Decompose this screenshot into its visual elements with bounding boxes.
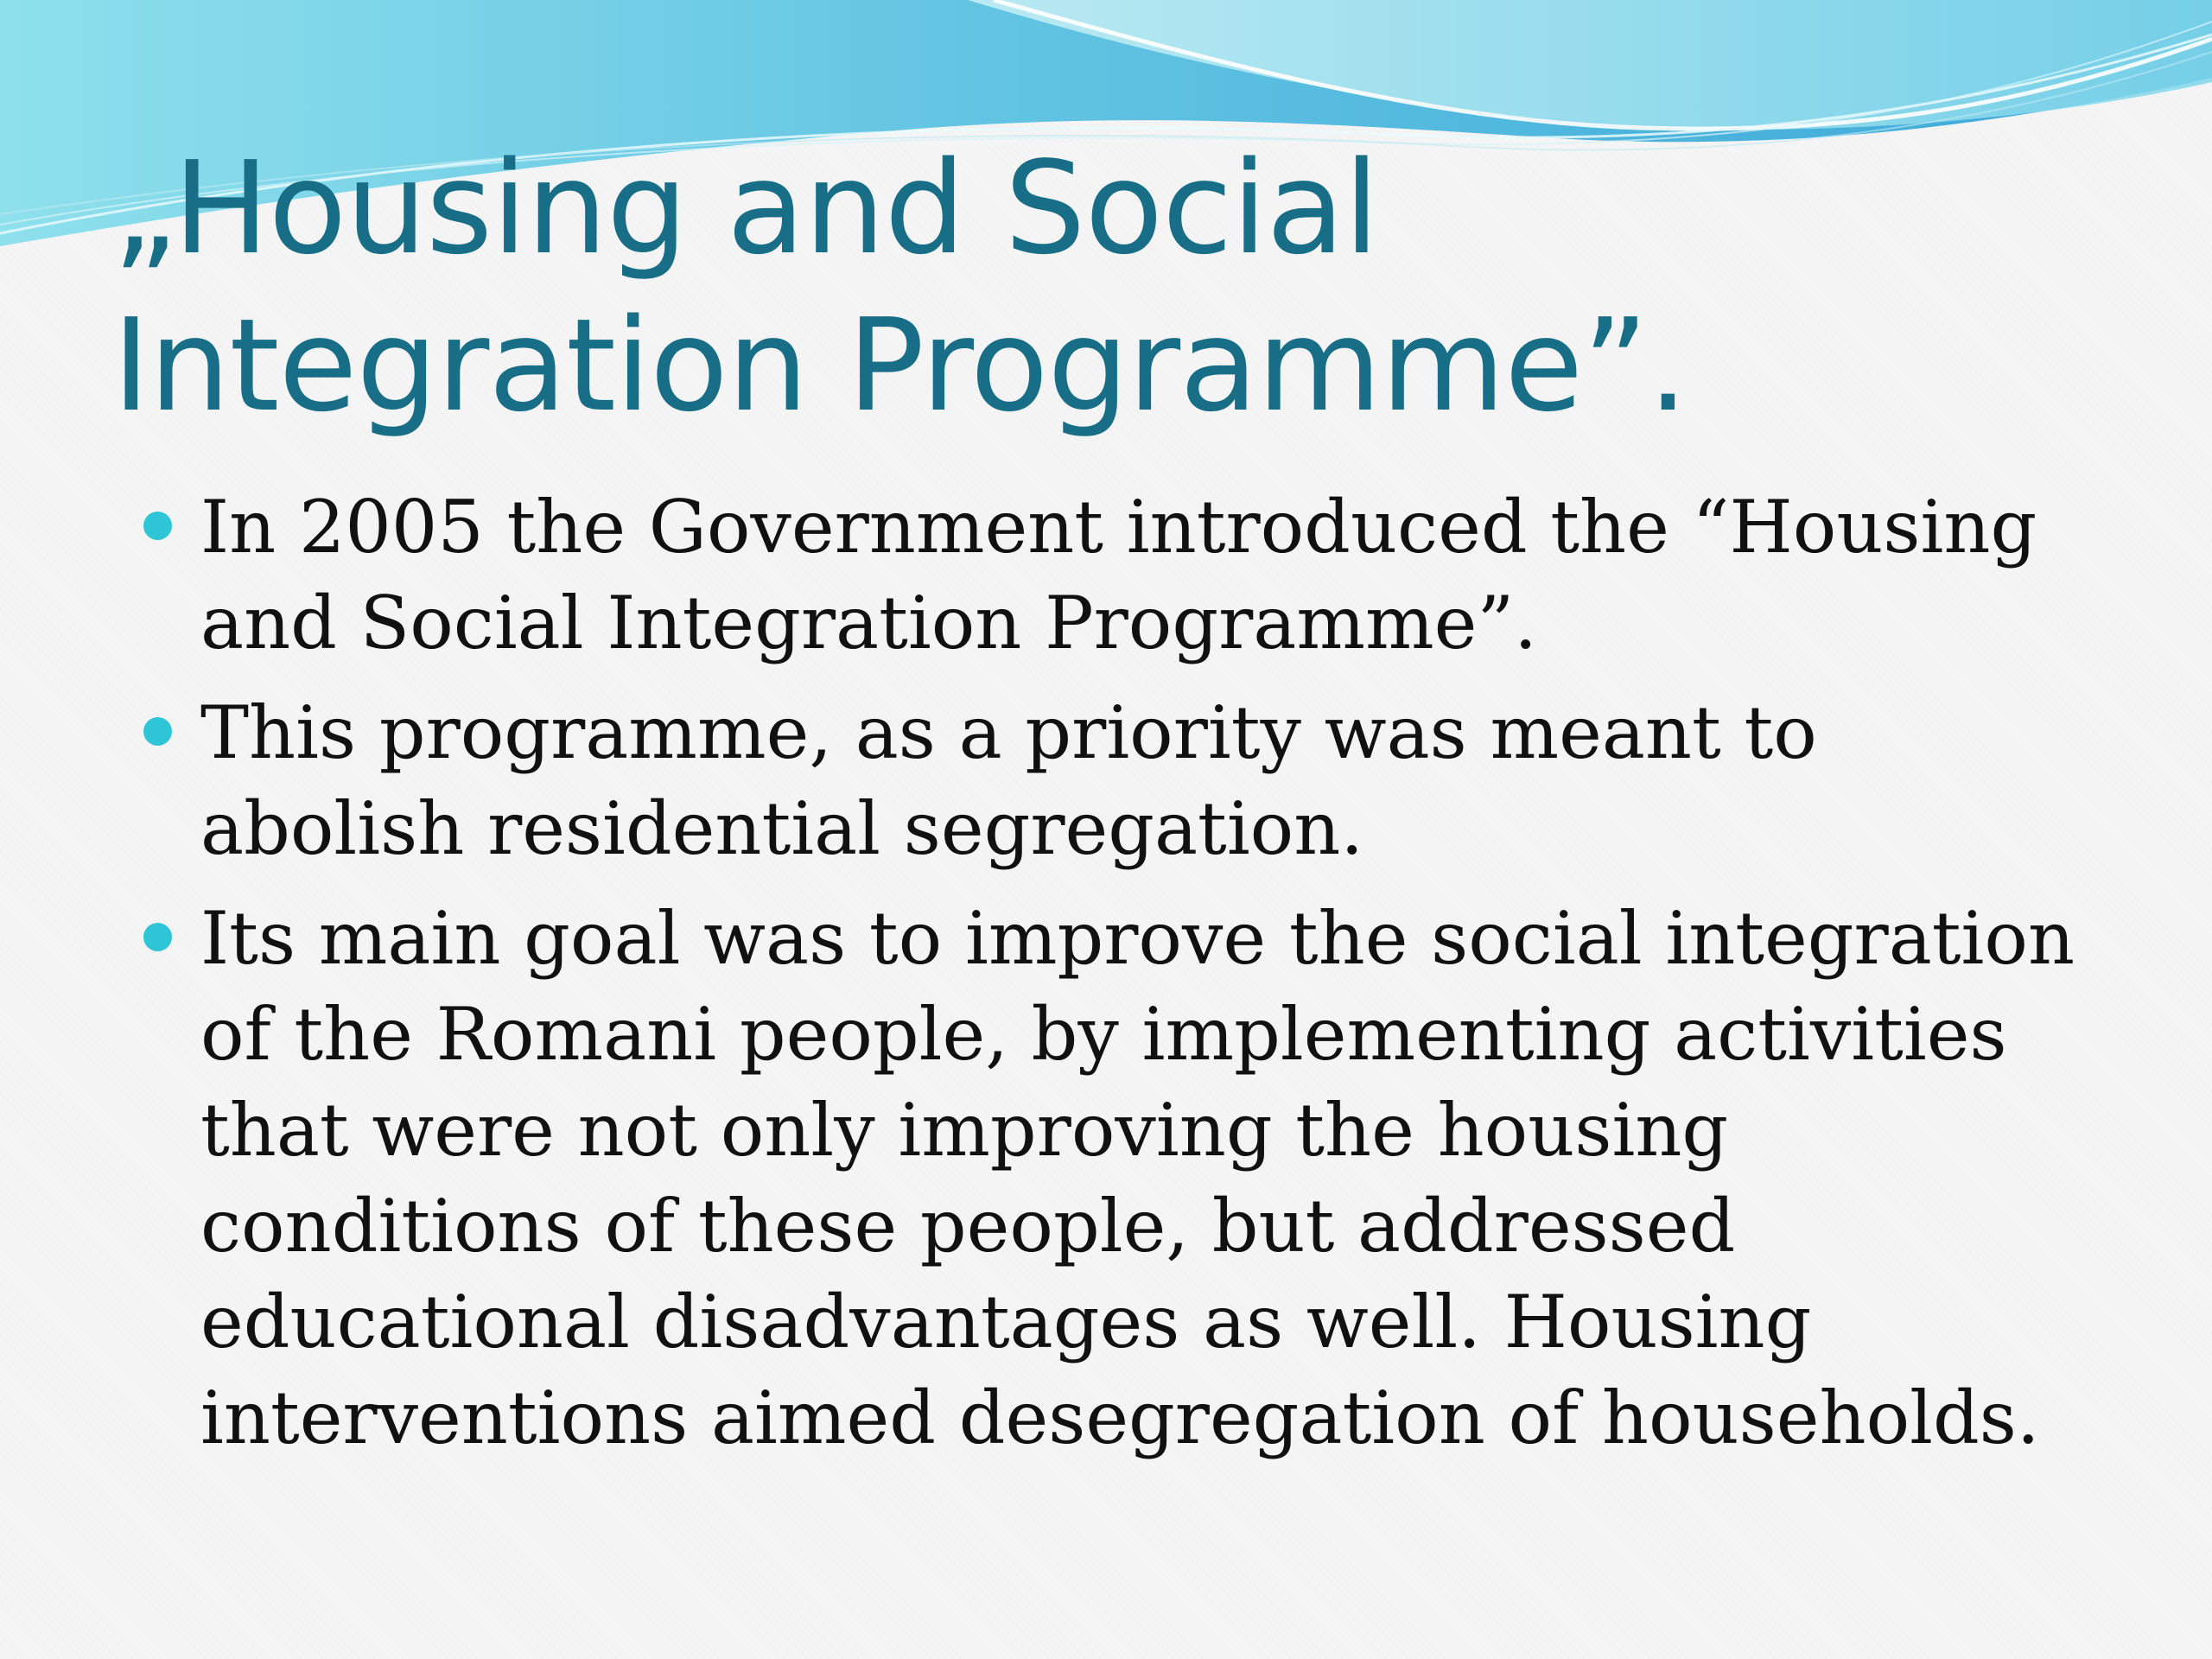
bullet-text: This programme, as a priority was meant to abolish residential segregation. — [200, 690, 1817, 871]
bullet-text: Its main goal was to improve the social integration of the Romani people, by implementing activities that were not only improving the housing conditions of these people, but addressed educational disadvantages as well. Housing interventions aimed desegregation of households. — [200, 896, 2075, 1460]
slide-title: „Housing and Social Integration Programme”. — [112, 134, 1688, 440]
bullet-item — [0, 891, 2101, 1466]
bullet-list — [0, 480, 2212, 1480]
bullet-item — [0, 480, 2101, 671]
bullet-text: In 2005 the Government introduced the “Housing and Social Integration Programme”. — [200, 485, 2037, 665]
bullet-dot-icon — [143, 717, 172, 746]
bullet-dot-icon — [143, 512, 172, 540]
bullet-dot-icon — [143, 923, 172, 951]
bullet-item — [0, 685, 2101, 877]
